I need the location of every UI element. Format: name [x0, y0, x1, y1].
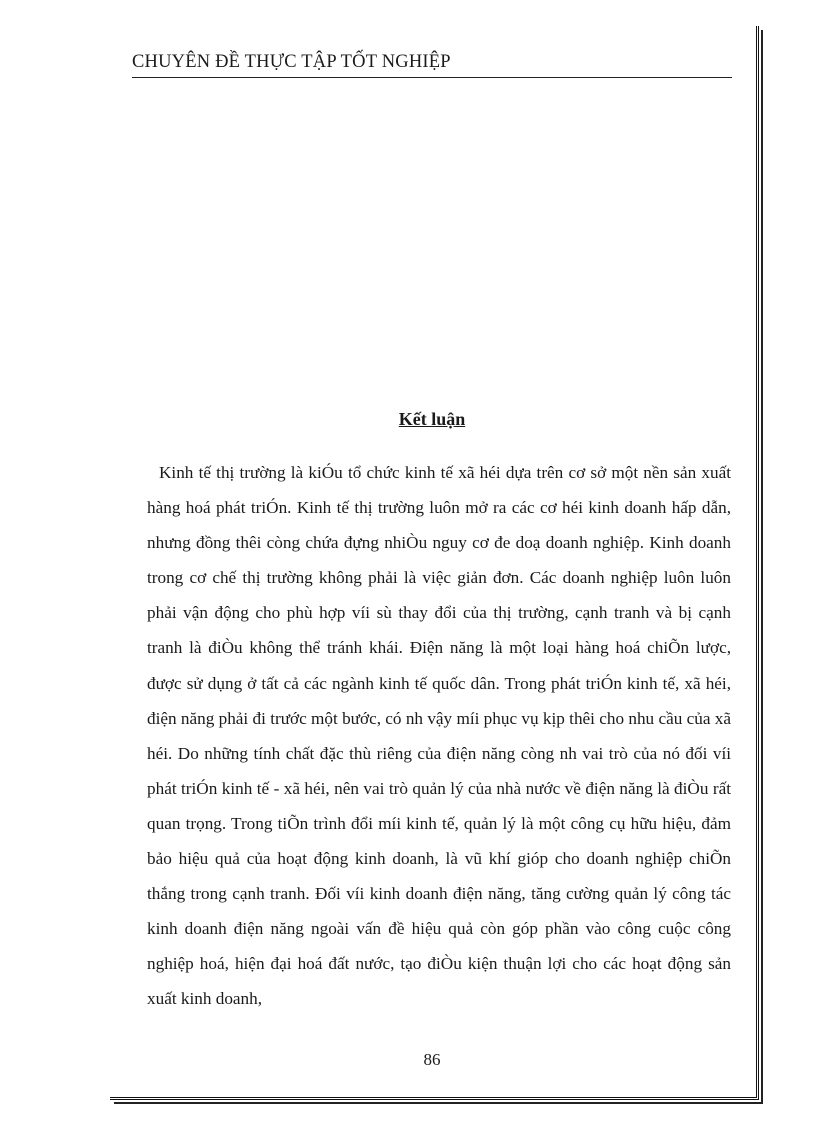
section-title: Kết luận [398, 409, 466, 429]
running-header: CHUYÊN ĐỀ THỰC TẬP TỐT NGHIỆP [132, 52, 732, 78]
body-text [147, 455, 731, 1017]
page-number: 86 [423, 1050, 441, 1069]
body-paragraph: Kinh tế thị trường là kiÓu tổ chức kinh tế xã héi dựa trên cơ sở một nền sản xuất hàng hoá phát triÓn. Kinh tế thị trường luôn mở ra các cơ héi kinh doanh hấp dẫn, nhưng đồng thêi còng chứa đựng nhiÒu nguy cơ đe doạ doanh nghiệp. Kinh doanh trong cơ chế thị trường không phải là việc giản đơn. Các doanh nghiệp luôn luôn phải vận động cho phù hợp víi sù thay đổi của thị trường, cạnh tranh và bị cạnh tranh là điÒu không thể tránh khái. Điện năng là một loại hàng hoá chiÕn lược, được sử dụng ở tất cả các ngành kinh tế quốc dân. Trong phát triÓn kinh tế, xã héi, điện năng phải đi trước một bước, có nh vậy míi phục vụ kịp thêi cho nhu cầu của xã héi. Do những tính chất đặc thù riêng của điện năng còng nh vai trò của nó đối víi phát triÓn kinh tế - xã héi, nên vai trò quản lý của nhà nước về điện năng là điÒu rất quan trọng. Trong tiÕn trình đổi míi kinh tế, quản lý là một công cụ hữu hiệu, đảm bảo hiệu quả của hoạt động kinh doanh, là vũ khí gióp cho doanh nghiệp chiÕn thắng trong cạnh tranh. Đối víi kinh doanh điện năng, tăng cường quản lý công tác kinh doanh điện năng ngoài vấn đề hiệu quả còn góp phần vào công cuộc công nghiệp hoá, hiện đại hoá đất nước, tạo điÒu kiện thuận lợi cho các hoạt động sản xuất kinh doanh, [147, 463, 731, 1009]
